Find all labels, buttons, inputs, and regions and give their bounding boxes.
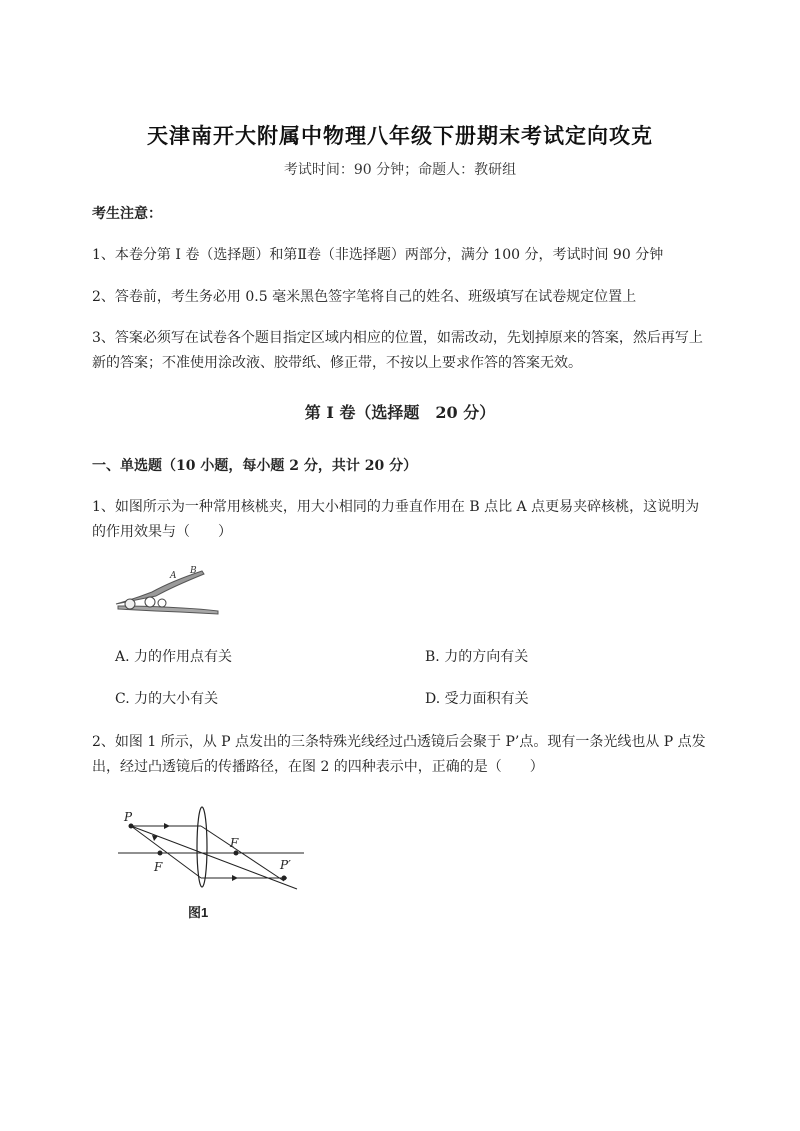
- option-text: 力的作用点有关: [134, 649, 233, 665]
- figure-caption: 图1: [188, 905, 209, 920]
- question-1-option-d[interactable]: [425, 688, 529, 708]
- exam-subtitle: 考试时间：90 分钟；命题人：教研组: [283, 162, 517, 178]
- nutcracker-figure: [112, 562, 224, 618]
- option-label: D.: [425, 691, 441, 707]
- ray-center: [131, 826, 297, 889]
- option-text: 受力面积有关: [444, 691, 529, 707]
- exam-title: 天津南开大附属中物理八年级下册期末考试定向攻克: [147, 123, 653, 148]
- notice-item-1: 1、本卷分第 I 卷（选择题）和第Ⅱ卷（非选择题）两部分，满分 100 分，考试时间 90 分钟: [92, 247, 664, 263]
- lens-figure: [112, 805, 312, 923]
- ray-focus-in: [131, 826, 201, 878]
- option-label: A.: [115, 649, 130, 665]
- question-1-option-c[interactable]: [115, 688, 218, 708]
- point-a-label: A: [170, 571, 177, 581]
- option-text: 力的大小有关: [134, 691, 219, 707]
- question-group-heading: 一、单选题（10 小题，每小题 2 分，共计 20 分）: [92, 458, 418, 474]
- label-p: P: [124, 810, 133, 824]
- arrow-head-1: [164, 823, 170, 829]
- point-b-label: B: [190, 566, 197, 576]
- question-1-option-b[interactable]: [425, 646, 528, 666]
- nutcracker-hinge: [125, 599, 135, 609]
- point-p-prime: [282, 876, 287, 881]
- arrow-head-2: [232, 875, 238, 881]
- section-title: 第 I 卷（选择题 20 分）: [304, 403, 496, 422]
- question-1-text: 1、如图所示为一种常用核桃夹，用大小相同的力垂直作用在 B 点比 A 点更易夹碎核桃，这说明为的作用效果与（ ）: [92, 499, 700, 540]
- option-label: C.: [115, 691, 130, 707]
- arrow-head-3: [152, 835, 158, 841]
- notice-heading: 考生注意：: [92, 206, 162, 222]
- nutcracker-jaw: [145, 597, 155, 607]
- question-2-text: 2、如图 1 所示，从 P 点发出的三条特殊光线经过凸透镜后会聚于 P’点。现有一条光线也从 P 点发出，经过凸透镜后的传播路径，在图 2 的四种表示中，正确的是（ ）: [92, 734, 706, 775]
- label-f-right: F: [230, 836, 239, 850]
- label-f-left: F: [154, 860, 163, 874]
- point-p: [129, 824, 134, 829]
- focus-left: [158, 851, 163, 856]
- label-p-prime: P′: [280, 858, 291, 872]
- nutcracker-jaw-2: [158, 599, 166, 607]
- option-text: 力的方向有关: [444, 649, 529, 665]
- notice-item-2: 2、答卷前，考生务必用 0.5 毫米黑色签字笔将自己的姓名、班级填写在试卷规定位置上: [92, 289, 637, 305]
- notice-item-3: 3、答案必须写在试卷各个题目指定区域内相应的位置，如需改动，先划掉原来的答案，然后再写上新的答案；不准使用涂改液、胶带纸、修正带，不按以上要求作答的答案无效。: [92, 330, 703, 371]
- convex-lens: [197, 807, 207, 887]
- option-label: B.: [425, 649, 440, 665]
- question-1-option-a[interactable]: [115, 646, 232, 666]
- focus-right: [234, 851, 239, 856]
